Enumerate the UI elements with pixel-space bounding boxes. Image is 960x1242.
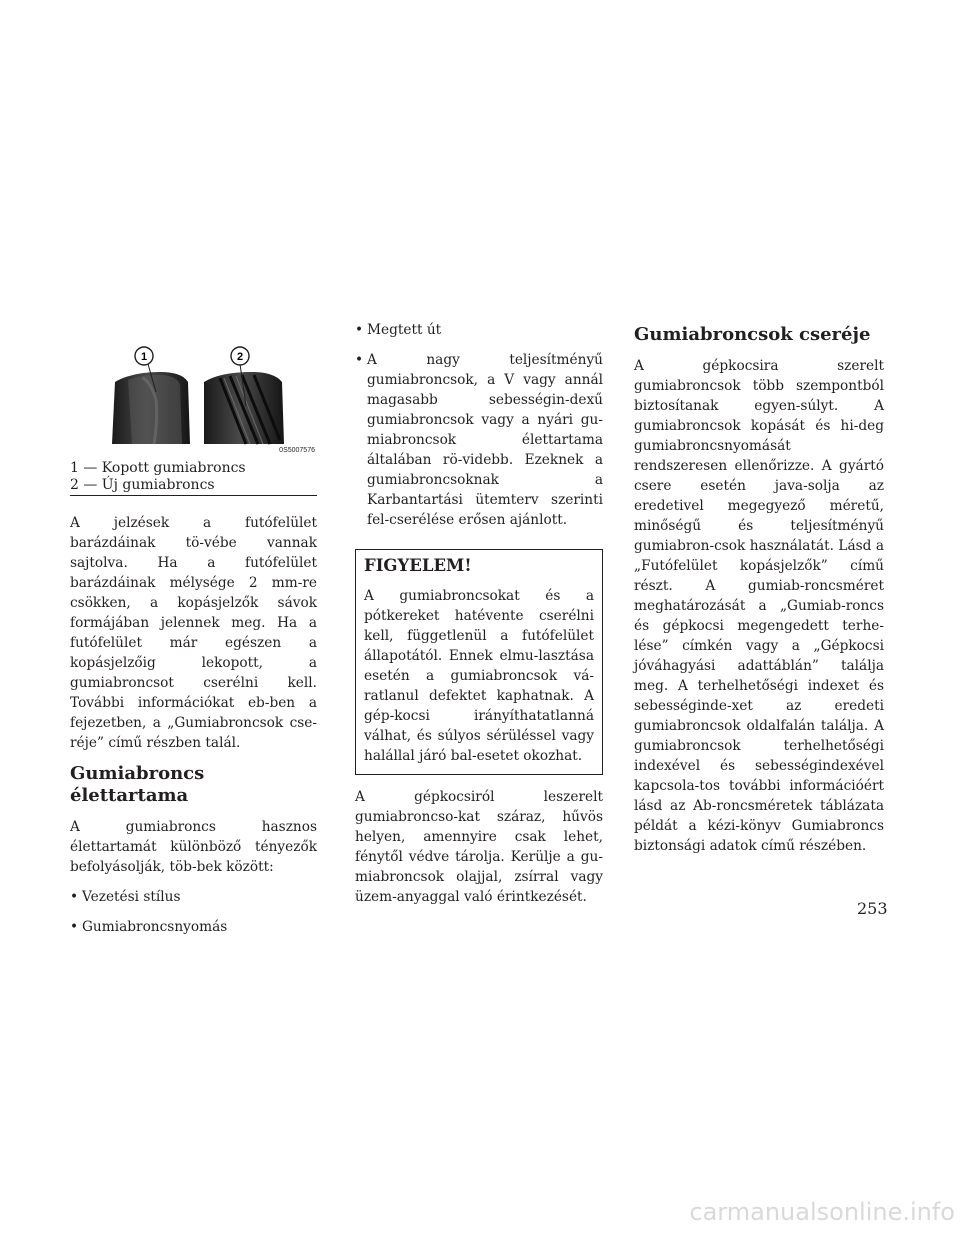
list-item: • Megtett út <box>355 322 442 338</box>
tire-life-factor-list <box>70 887 317 937</box>
tire-illustration <box>70 320 317 460</box>
warning-text: A gumiabroncsokat és a pótkereket hatévente cserélni kell, függetlenül a futófelület állapotától. Ennek elmu-lasztása esetén a gumiabroncsok vá-ratlanul defektet kaphatnak. A gép-kocsi irányíthatatlanná válhat, és súlyos sérüléssel vagy halállal járó bal-esetet okozhat. <box>364 588 594 764</box>
watermark: carmanualsonline.info <box>689 1198 955 1226</box>
caption-divider <box>70 495 317 496</box>
wear-indicator-paragraph: A jelzések a futófelület barázdáinak tö-vébe vannak sajtolva. Ha a futófelület barázdáinak mélysége 2 mm-re csökken, a kopásjelzők sávok formájában jelennek meg. Ha a futófelület már egészen a kopásjelzőig lekopott, a gumiabroncsot cserélni kell. További információkat eb-ben a fejezetben, a „Gumiabroncsok cse-réje” című részben talál. <box>70 515 317 751</box>
list-item: • Gumiabroncsnyomás <box>70 919 228 935</box>
column-left <box>70 320 317 947</box>
section-heading-tire-life: Gumiabroncs élettartama <box>70 763 205 806</box>
section-heading-tire-replacement: Gumiabroncsok cseréje <box>634 324 871 345</box>
tire-storage-paragraph: A gépkocsiról leszerelt gumiabroncso-kat száraz, hűvös helyen, amennyire csak lehet, fénytől védve tárolja. Kerülje a gu-miabroncsok olajjal, zsírral vagy üzem-anyaggal való érintkezését. <box>355 789 603 905</box>
worn-tire-image <box>112 372 190 444</box>
tire-wear-figure <box>70 320 317 460</box>
page-number: 253 <box>857 899 888 918</box>
svg-text:1: 1 <box>140 351 148 363</box>
list-item: • A nagy teljesítményű gumiabroncsok, a V vagy annál magasabb sebességin-dexű gumiabroncsok vagy a nyári gu-miabroncsok élettartama általában rö-videbb. Ezeknek a gumiabroncsoknak a Karbantartási ütemterv szerinti fel-cserélése erősen ajánlott. <box>355 352 603 528</box>
figure-caption-2: 2 — Új gumiabroncs <box>70 477 215 493</box>
figure-code: 0S5007576 <box>279 447 315 454</box>
figure-caption-1: 1 — Kopott gumiabroncs <box>70 460 246 476</box>
tire-life-factor-list-continued <box>355 320 603 530</box>
column-right <box>634 320 884 866</box>
list-item: • Vezetési stílus <box>70 889 181 905</box>
warning-box <box>355 549 603 775</box>
tire-replacement-paragraph: A gépkocsira szerelt gumiabroncsok több szempontból biztosítanak egyen-súlyt. A gumiabroncsok kopását és hi-deg gumiabroncsnyomását rendszeresen ellenőrizze. A gyártó csere esetén java-solja az eredetivel megegyező méretű, minőségű és teljesítményű gumiabron-csok használatát. Lásd a „Futófelület kopásjelzők” című részt. A gumiab-roncsméret meghatározását a „Gumiab-roncs és gépkocsi megengedett terhe-lése” címkén vagy a „Gépkocsi jóváhagyási adattáblán” találja meg. A terhelhetőségi indexet és sebességinde-xet az eredeti gumiabroncsok oldalfalán találja. A gumiabroncsok terhelhetőségi indexével és sebességindexével kapcsola-tos további információért lásd az Ab-roncsméretek táblázata példát a kézi-könyv Gumiabroncs biztonsági adatok című részében. <box>634 358 884 854</box>
warning-title: FIGYELEM! <box>364 556 472 575</box>
column-middle <box>355 320 603 917</box>
tire-life-paragraph: A gumiabroncs hasznos élettartamát különböző tényezők befolyásolják, töb-bek között: <box>70 819 317 875</box>
svg-text:2: 2 <box>236 351 244 363</box>
new-tire-image <box>204 372 284 444</box>
